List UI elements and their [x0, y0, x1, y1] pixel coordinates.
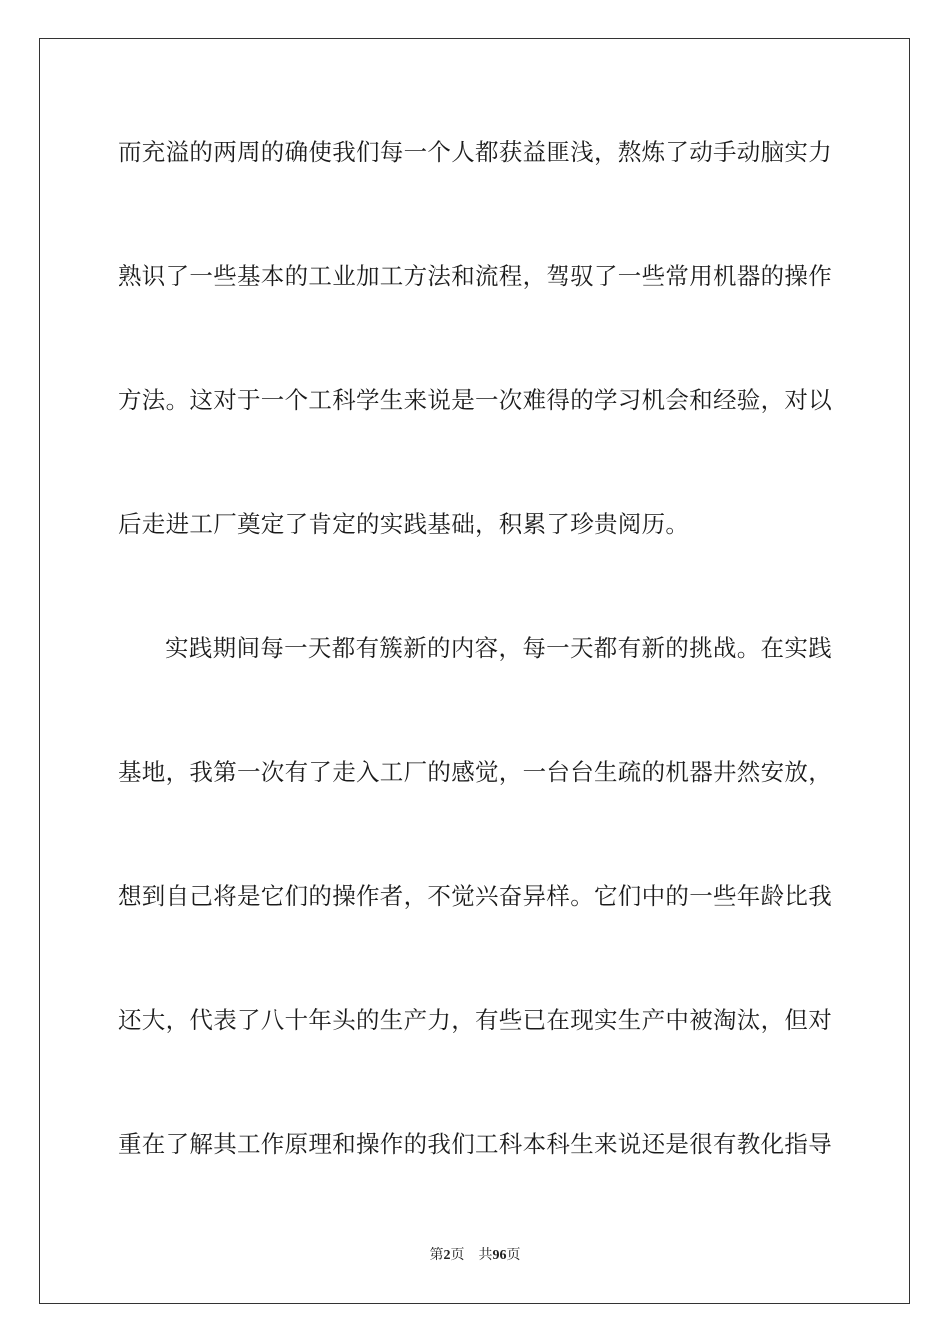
text-line-5: 实践期间每一天都有簇新的内容，每一天都有新的挑战。在实践 — [165, 634, 832, 662]
page-footer — [0, 1246, 950, 1265]
page-prefix: 第 — [429, 1247, 444, 1263]
text-line-7: 想到自己将是它们的操作者，不觉兴奋异样。它们中的一些年龄比我 — [118, 882, 832, 910]
text-line-6: 基地，我第一次有了走入工厂的感觉，一台台生疏的机器井然安放， — [118, 758, 832, 786]
page-suffix: 页 — [450, 1247, 465, 1263]
page-number: 2 — [443, 1248, 451, 1263]
text-line-1: 而充溢的两周的确使我们每一个人都获益匪浅，熬炼了动手动脑实力 — [118, 138, 832, 166]
total-prefix: 共 — [478, 1247, 493, 1263]
page-label — [430, 1247, 465, 1263]
total-suffix: 页 — [506, 1247, 521, 1263]
text-line-3: 方法。这对于一个工科学生来说是一次难得的学习机会和经验，对以 — [118, 386, 832, 414]
total-label — [479, 1247, 521, 1263]
text-line-2: 熟识了一些基本的工业加工方法和流程，驾驭了一些常用机器的操作 — [118, 262, 832, 290]
text-line-9: 重在了解其工作原理和操作的我们工科本科生来说还是很有教化指导 — [118, 1130, 832, 1158]
text-line-4: 后走进工厂奠定了肯定的实践基础，积累了珍贵阅历。 — [118, 510, 690, 538]
total-pages: 96 — [492, 1248, 507, 1263]
text-line-8: 还大，代表了八十年头的生产力，有些已在现实生产中被淘汰，但对 — [118, 1006, 832, 1034]
page-border — [39, 38, 910, 1304]
